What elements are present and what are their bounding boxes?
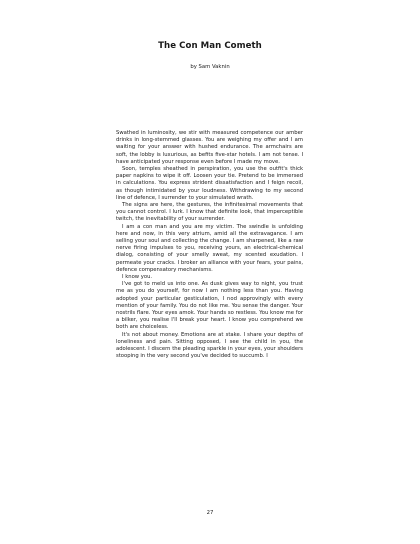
author-byline: by Sam Vaknin bbox=[190, 64, 230, 70]
paragraph: Swathed in luminosity, we stir with measured competence our amber drinks in long-stemmed glasses. You are weighing my offer and I am waiting for your answer with hushed endurance. The armchairs are soft, the lobby is luxurious, as befits five-star hotels. I am not tense. I have anticipated your response even before I made my move. bbox=[116, 130, 303, 165]
paragraph: The signs are here, the gestures, the infinitesimal movements that you cannot control. I lurk. I know that definite look, that imperceptible twitch, the inevitability of your surrender. bbox=[116, 202, 303, 223]
paragraph: I know you. bbox=[122, 274, 153, 281]
document-title: The Con Man Cometh bbox=[158, 41, 262, 51]
paragraph: I've got to meld us into one. As dusk gives way to night, you trust me as you do yourself, for now I am nothing less than you. Having adopted your particular gesticulation, I nod approvingly with every mention of your family. You do not like me. You sense the danger. Your nostrils flare. Your eyes amok. Your hands so restless. You know me for a bilker, you realise I'll break your heart. I know you comprehend we both are choiceless. bbox=[116, 281, 303, 331]
paragraph: It's not about money. Emotions are at stake. I share your depths of loneliness and pain. Sitting opposed, I see the child in you, the adolescent. I discern the pleading sparkle in your eyes, your shoulders stooping in the very second you've decided to succumb. I bbox=[116, 331, 303, 360]
body-text bbox=[116, 130, 303, 361]
page-number: 27 bbox=[206, 510, 214, 516]
paragraph: I am a con man and you are my victim. The swindle is unfolding here and now, in this very atrium, amid all the extravagance. I am selling your soul and collecting the change. I am sharpened, like a raw nerve firing impulses to you, receiving yours, an electrical-chemical dialog, consisting of your smelly sweat, my scented exudation. I permeate your cracks. I broker an alliance with your fears, your pains, defence compensatory mechanisms. bbox=[116, 223, 303, 273]
paragraph: Soon, temples sheathed in perspiration, you use the outfit's thick paper napkins to wipe it off. Loosen your tie. Pretend to be immersed in calculations. You express strident dissatisfaction and I feign recoil, as though intimidated by your loudness. Withdrawing to my second line of defence, I surrender to your simulated wrath. bbox=[116, 166, 303, 201]
